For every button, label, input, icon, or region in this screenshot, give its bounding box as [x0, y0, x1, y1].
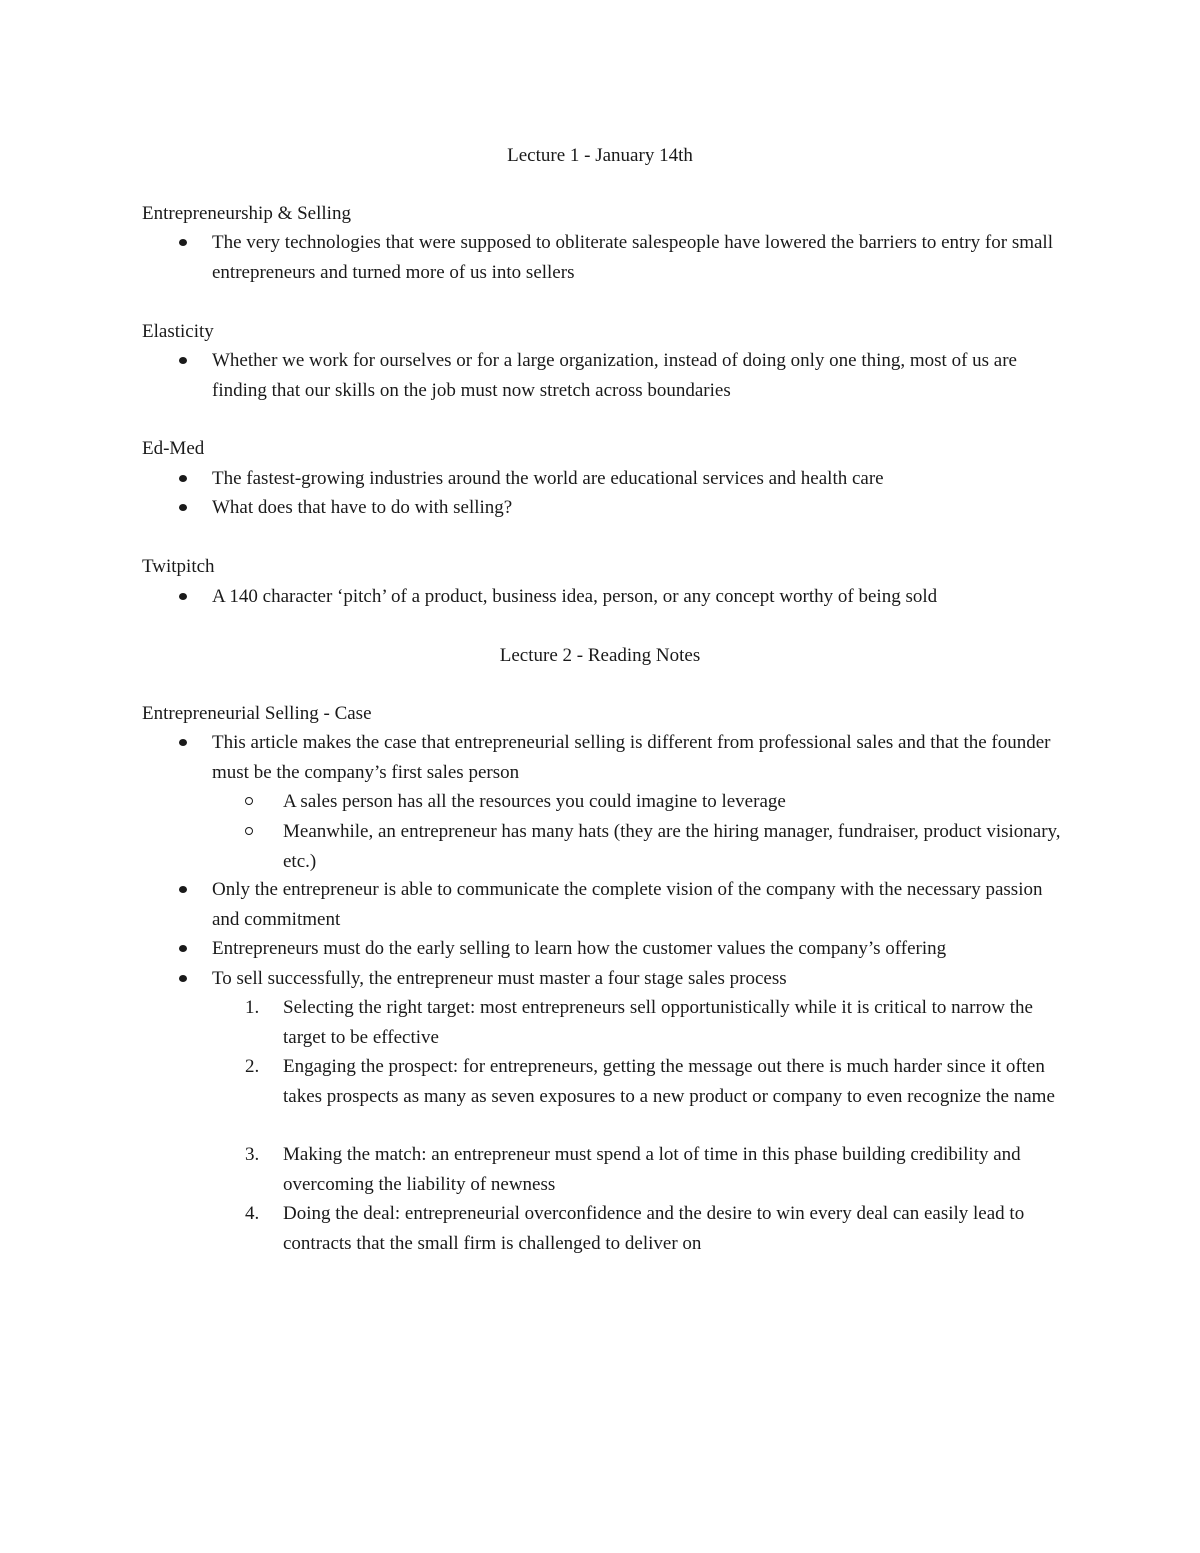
sub-bullet-item — [283, 817, 1063, 876]
sub-bullet-text: A sales person has all the resources you could imagine to leverage — [283, 791, 786, 812]
item-number: 3. — [245, 1144, 260, 1165]
sub-bullet-item — [283, 787, 1063, 817]
bullet-item — [212, 582, 1072, 612]
bullet-dot-icon — [179, 945, 187, 952]
bullet-text: A 140 character ‘pitch’ of a product, business idea, person, or any concept worthy of being sold — [212, 586, 938, 607]
section-heading-entrepreneurial-selling-case: Entrepreneurial Selling - Case — [142, 703, 372, 724]
numbered-item — [245, 1052, 1068, 1111]
bullet-dot-icon — [179, 239, 187, 246]
bullet-item — [212, 964, 1072, 994]
bullet-text: The very technologies that were supposed to obliterate salespeople have lowered the barriers to entry for small entrepreneurs and turned more of us into sellers — [212, 232, 1053, 283]
bullet-dot-icon — [179, 886, 187, 893]
bullet-text: The fastest-growing industries around the world are educational services and health care — [212, 468, 884, 489]
section-heading-ed-med: Ed-Med — [142, 438, 205, 459]
bullet-dot-icon — [179, 739, 187, 746]
bullet-dot-icon — [179, 975, 187, 982]
section-heading-twitpitch: Twitpitch — [142, 556, 215, 577]
bullet-dot-icon — [179, 593, 187, 600]
bullet-item — [212, 346, 1072, 405]
hollow-bullet-icon — [245, 827, 253, 835]
bullet-dot-icon — [179, 357, 187, 364]
bullet-item — [212, 493, 1072, 523]
numbered-text: Making the match: an entrepreneur must spend a lot of time in this phase building credibility and overcoming the liability of newness — [283, 1144, 1021, 1195]
bullet-text: This article makes the case that entrepreneurial selling is different from professional sales and that the founder must be the company’s first sales person — [212, 732, 1051, 783]
bullet-item — [212, 228, 1072, 287]
item-number: 1. — [245, 997, 260, 1018]
item-number: 4. — [245, 1203, 260, 1224]
bullet-text: Whether we work for ourselves or for a large organization, instead of doing only one thing, most of us are finding that our skills on the job must now stretch across boundaries — [212, 350, 1017, 401]
numbered-item — [245, 1199, 1068, 1258]
item-number: 2. — [245, 1056, 260, 1077]
section-heading-entrepreneurship-selling: Entrepreneurship & Selling — [142, 203, 351, 224]
bullet-dot-icon — [179, 504, 187, 511]
bullet-text: Only the entrepreneur is able to communicate the complete vision of the company with the necessary passion and commitment — [212, 879, 1043, 930]
numbered-item — [245, 993, 1068, 1052]
bullet-item — [212, 728, 1072, 787]
lecture-2-title: Lecture 2 - Reading Notes — [499, 645, 701, 666]
numbered-text: Selecting the right target: most entrepreneurs sell opportunistically while it is critical to narrow the target to be effective — [283, 997, 1033, 1048]
hollow-bullet-icon — [245, 797, 253, 805]
numbered-text: Doing the deal: entrepreneurial overconfidence and the desire to win every deal can easily lead to contracts that the small firm is challenged to deliver on — [283, 1203, 1025, 1254]
bullet-text: Entrepreneurs must do the early selling to learn how the customer values the company’s offering — [212, 938, 947, 959]
numbered-item — [245, 1140, 1068, 1199]
bullet-item — [212, 934, 1072, 964]
bullet-item — [212, 875, 1072, 934]
bullet-text: What does that have to do with selling? — [212, 497, 513, 518]
section-heading-elasticity: Elasticity — [142, 321, 214, 342]
numbered-text: Engaging the prospect: for entrepreneurs, getting the message out there is much harder since it often takes prospects as many as seven exposures to a new product or company to even recognize the name — [283, 1056, 1055, 1107]
bullet-dot-icon — [179, 475, 187, 482]
bullet-text: To sell successfully, the entrepreneur must master a four stage sales process — [212, 968, 787, 989]
sub-bullet-text: Meanwhile, an entrepreneur has many hats (they are the hiring manager, fundraiser, product visionary, etc.) — [283, 821, 1061, 872]
lecture-1-title: Lecture 1 - January 14th — [507, 145, 693, 166]
bullet-item — [212, 464, 1072, 494]
